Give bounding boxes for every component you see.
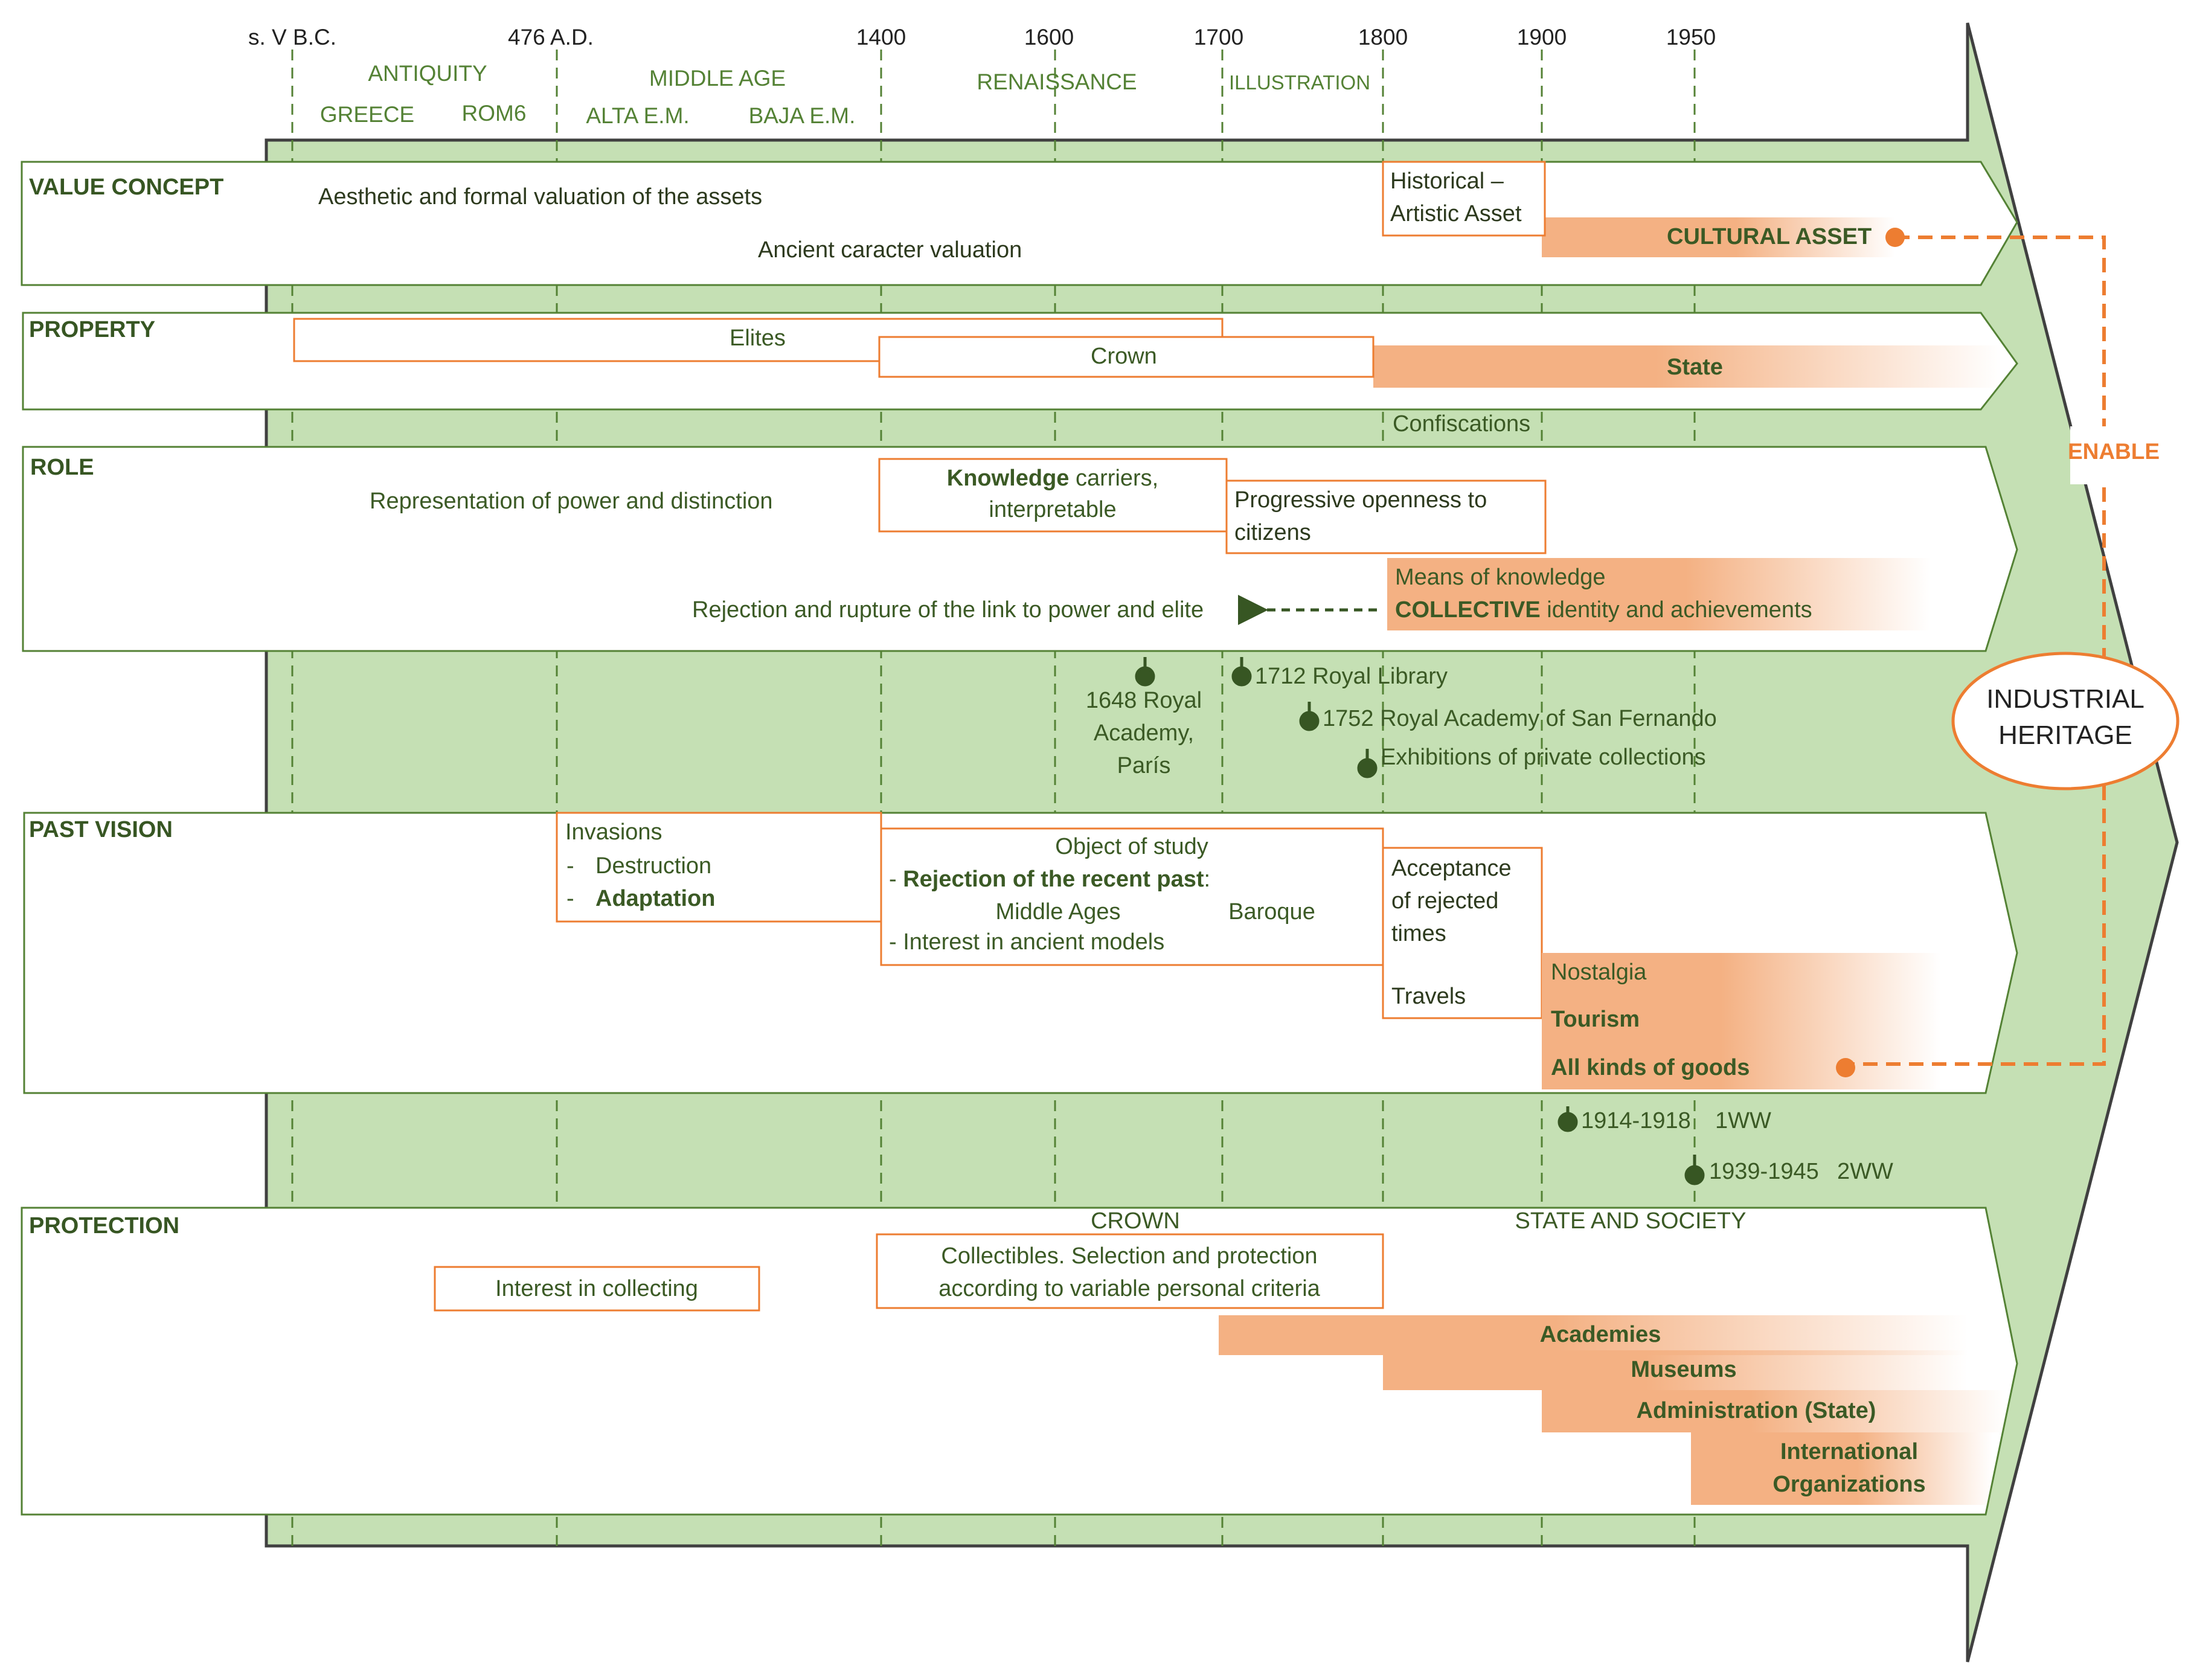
openness-text-2: citizens [1234,520,1311,545]
ww1-years: 1914-1918 [1581,1108,1691,1133]
goods-text: All kinds of goods [1551,1055,1750,1080]
year-label: 1950 [1666,25,1716,50]
period-baja: BAJA E.M. [748,103,856,128]
crown-protection-label: CROWN [1091,1208,1180,1234]
period-greece: GREECE [319,102,415,127]
period-antiquity: ANTIQUITY [368,61,487,86]
aesthetic-text: Aesthetic and formal valuation of the assets [318,184,763,210]
year-label: 1700 [1193,25,1244,50]
period-middle-age: MIDDLE AGE [649,66,786,91]
state-label: State [1667,354,1723,380]
elites-text: Elites [730,325,786,351]
knowledge-text: Knowledge carriers, [946,466,1159,491]
period-rome: ROM6 [461,101,527,126]
period-renaissance: RENAISSANCE [977,69,1137,94]
cultural-asset-dot [1885,228,1905,247]
collecting-text: Interest in collecting [495,1276,698,1301]
nostalgia-text: Nostalgia [1551,960,1647,985]
collective-text: COLLECTIVE identity and achievements [1395,597,1812,623]
state-society-label: STATE AND SOCIETY [1515,1208,1747,1234]
representation-text: Representation of power and distinction [370,489,773,514]
ww1-label: 1WW [1715,1108,1771,1133]
dash-2: - [566,886,574,911]
year-label: 1600 [1024,25,1074,50]
industrial-text-2: HERITAGE [1998,720,2132,750]
historical-text-2: Artistic Asset [1390,201,1522,226]
adaptation-text: Adaptation [595,886,716,911]
ancient-text: Ancient caracter valuation [758,237,1022,263]
confiscations-text: Confiscations [1393,411,1531,437]
acceptance-text-1: Acceptance [1391,856,1512,881]
interest-ancient-text: - Interest in ancient models [889,929,1165,955]
destruction-text: Destruction [595,853,712,879]
year-label: s. V B.C. [248,25,336,50]
middle-ages-text: Middle Ages [995,899,1121,925]
industrial-text-1: INDUSTRIAL [1986,684,2144,714]
period-illustration: ILLUSTRATION [1228,71,1371,94]
crown-text: Crown [1091,344,1157,369]
object-study-text: Object of study [1055,834,1208,859]
academies-text: Academies [1539,1322,1661,1347]
event-exhibitions: Exhibitions of private collections [1381,745,1706,770]
year-label: 1400 [856,25,906,50]
openness-text-1: Progressive openness to [1234,487,1487,513]
administration-text: Administration (State) [1636,1398,1876,1423]
event-1752: 1752 Royal Academy of San Fernando [1323,706,1717,731]
event-1712: 1712 Royal Library [1255,664,1448,689]
event-1648-line1: 1648 Royal [1085,688,1202,713]
dash-1: - [566,853,574,879]
collectibles-text-1: Collectibles. Selection and protection [941,1243,1318,1269]
event-1648-line2: Academy, [1093,720,1195,746]
year-label: 1900 [1516,25,1567,50]
tourism-text: Tourism [1551,1007,1640,1032]
year-label: 1800 [1358,25,1408,50]
museums-text: Museums [1631,1357,1737,1382]
acceptance-text-2: of rejected [1391,888,1499,914]
ww2-years: 1939-1945 [1709,1159,1819,1184]
event-1648-line3: París [1117,753,1171,778]
past-vision-title: PAST VISION [29,817,173,842]
value-concept-title: VALUE CONCEPT [29,175,224,200]
means-text: Means of knowledge [1395,565,1606,590]
collectibles-text-2: according to variable personal criteria [938,1276,1320,1301]
protection-title: PROTECTION [29,1213,180,1239]
enable-label: ENABLE [2067,439,2160,464]
goods-dot [1836,1058,1855,1077]
property-title: PROPERTY [29,317,156,342]
invasions-text: Invasions [565,819,662,845]
interpretable-text: interpretable [989,497,1117,522]
rejection-link-text: Rejection and rupture of the link to power and elite [692,597,1204,623]
ww2-label: 2WW [1837,1159,1893,1184]
cultural-asset-label: CULTURAL ASSET [1667,224,1872,249]
role-title: ROLE [30,455,94,480]
rejection-recent-text: - Rejection of the recent past: [889,867,1211,892]
acceptance-text-3: times [1391,921,1446,946]
year-label: 476 A.D. [508,25,594,50]
travels-text: Travels [1391,984,1466,1009]
baroque-text: Baroque [1228,899,1315,925]
international-text-1: International [1780,1439,1919,1464]
international-text-2: Organizations [1772,1472,1926,1497]
period-alta: ALTA E.M. [586,103,690,128]
historical-text-1: Historical – [1390,168,1504,194]
